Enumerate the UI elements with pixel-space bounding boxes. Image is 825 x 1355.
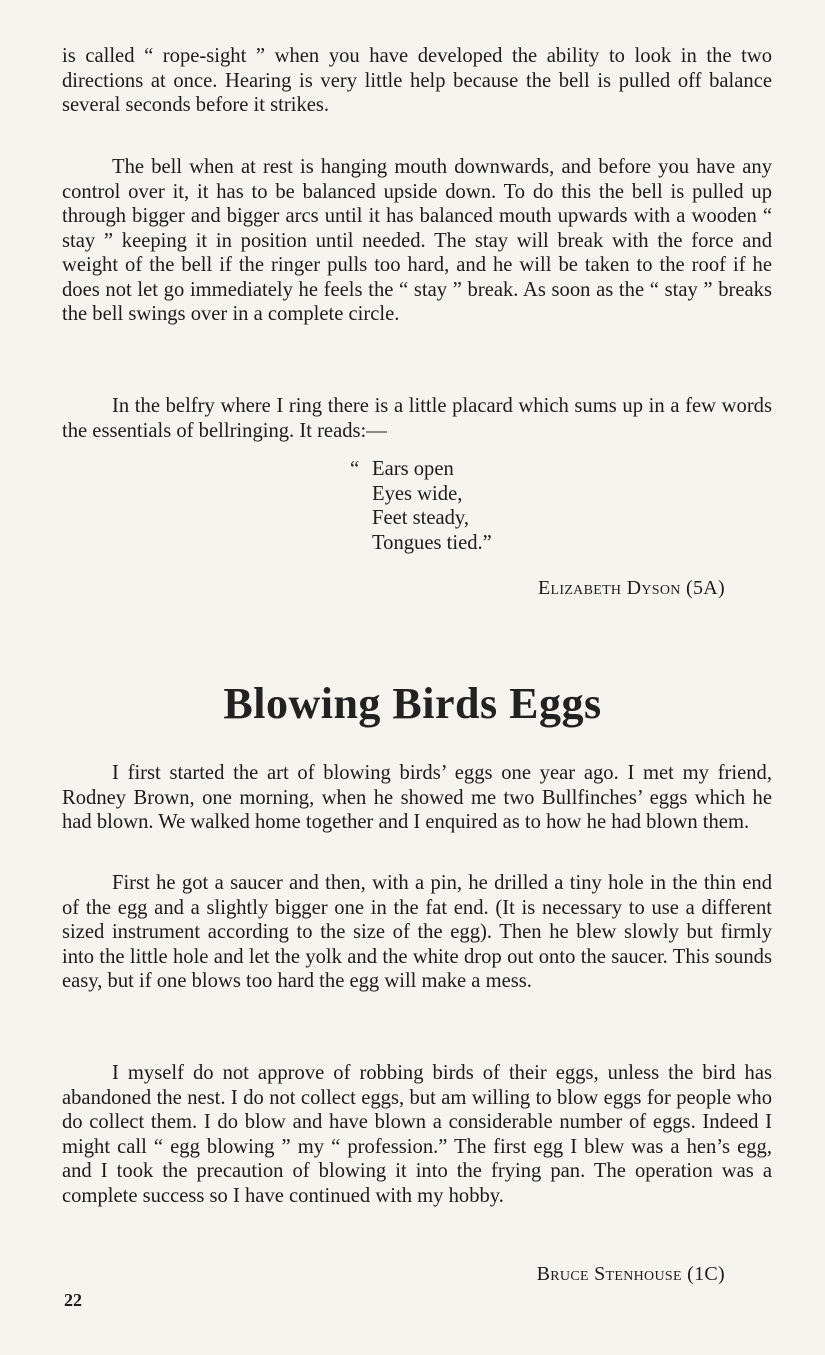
article-title: Blowing Birds Eggs [223, 679, 602, 728]
article1-paragraph-1: is called “ rope-sight ” when you have developed the ability to look in the two directions at once. Hearing is very little help because the bell is pulled off balance several seconds before it strikes. [62, 45, 772, 116]
article1-paragraph-3: In the belfry where I ring there is a little placard which sums up in a few words the essentials of bellringing. It reads:— [62, 395, 772, 442]
poem-open-quote: “ [350, 458, 360, 480]
article1-para-1-block [62, 44, 772, 118]
article1-signature [538, 577, 725, 600]
article2-signature [537, 1263, 725, 1286]
article1-para-3-block [62, 394, 772, 443]
article2-para-1-block [62, 761, 772, 835]
page-number: 22 [64, 1290, 82, 1310]
poem-line: Tongues tied.” [372, 531, 492, 554]
placard-poem [350, 457, 492, 555]
poem-line: Feet steady, [372, 507, 470, 530]
author-form: (5A) [686, 577, 725, 599]
article2-paragraph-1: I first started the art of blowing birds’ eggs one year ago. I met my friend, Rodney Brown, one morning, when he showed me two Bullfinches’ eggs which he had blown. We walked home together and I enquired as to how he had blown them. [62, 762, 772, 833]
article1-paragraph-2: The bell when at rest is hanging mouth downwards, and before you have any control over it, it has to be balanced upside down. To do this the bell is pulled up through bigger and bigger arcs until it has balanced mouth upwards with a wooden “ stay ” keeping it in position until needed. The stay will break with the force and weight of the bell if the ringer pulls too hard, and he will be taken to the roof if he does not let go immediately he feels the “ stay ” break. As soon as the “ stay ” breaks the bell swings over in a complete circle. [62, 156, 772, 325]
poem-line: Ears open [372, 458, 454, 480]
author-name: Bruce Stenhouse [536, 1263, 682, 1285]
poem-line: Eyes wide, [372, 482, 463, 505]
article2-paragraph-3: I myself do not approve of robbing birds of their eggs, unless the bird has abandoned the nest. I do not collect eggs, but am willing to blow eggs for people who do collect them. I do blow and have blown a considerable number of eggs. Indeed I might call “ egg blowing ” my “ profession.” The first egg I blew was a hen’s egg, and I took the precaution of blowing it into the frying pan. The operation was a complete success so I have continued with my hobby. [62, 1062, 772, 1207]
author-name: Elizabeth Dyson [538, 577, 681, 599]
article2-para-2-block [62, 871, 772, 994]
article1-para-2-block [62, 155, 772, 327]
article2-paragraph-2: First he got a saucer and then, with a pin, he drilled a tiny hole in the thin end of the egg and a slightly bigger one in the fat end. (It is necessary to use a different sized instrument according to the size of the egg). Then he blew slowly but firmly into the little hole and let the yolk and the white drop out onto the saucer. This sounds easy, but if one blows too hard the egg will make a mess. [62, 872, 772, 992]
author-form: (1C) [687, 1263, 725, 1285]
article2-para-3-block [62, 1061, 772, 1208]
